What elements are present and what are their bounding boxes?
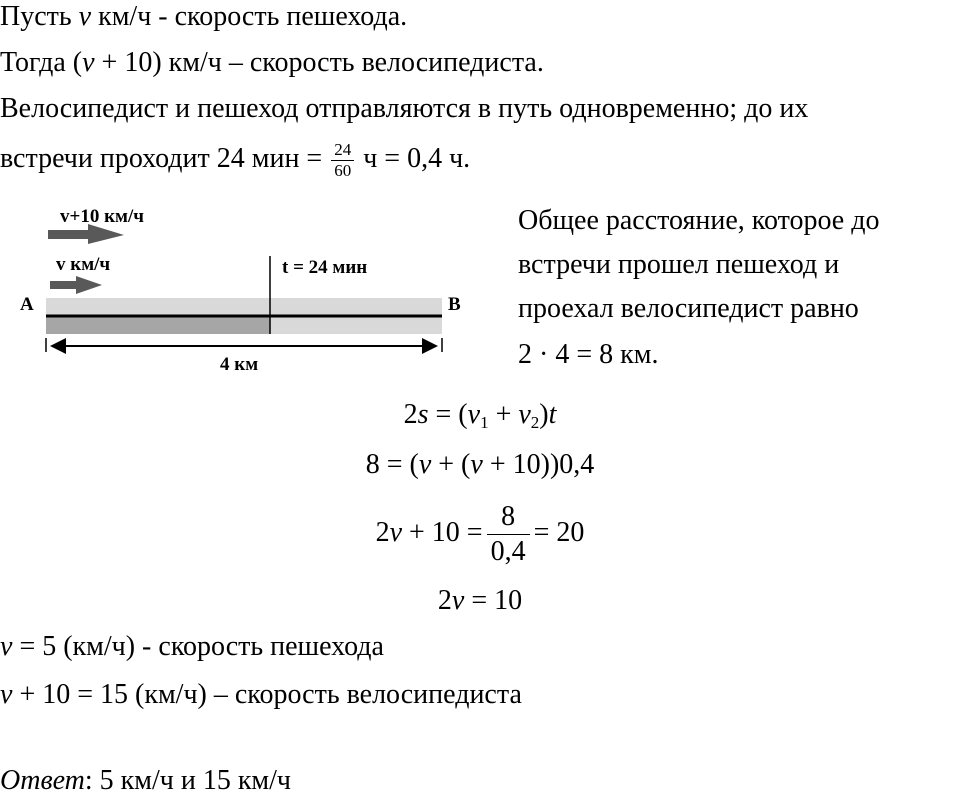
side-text-3: проехал велосипедист равно bbox=[518, 293, 859, 324]
var-v: v bbox=[451, 585, 465, 616]
intro-l2-mid: + 10) км/ч – скорость велосипедиста. bbox=[94, 47, 544, 78]
eq1-eq: = ( bbox=[428, 399, 468, 430]
intro-line-3 bbox=[0, 92, 808, 126]
point-b-label: B bbox=[448, 294, 461, 315]
motion-diagram-svg bbox=[0, 196, 470, 386]
intro-line-4 bbox=[0, 140, 470, 181]
pedestrian-arrow-icon bbox=[50, 276, 102, 294]
equation-3 bbox=[0, 500, 960, 569]
equation-4 bbox=[0, 584, 960, 618]
result-1-text: = 5 (км/ч) - скорость пешехода bbox=[12, 631, 384, 662]
var-v: v bbox=[0, 679, 13, 710]
sub-1: 1 bbox=[480, 413, 489, 432]
result-2 bbox=[0, 678, 522, 712]
var-t: t bbox=[548, 399, 557, 430]
eq1-close: ) bbox=[539, 399, 549, 430]
point-a-label: A bbox=[20, 294, 34, 315]
answer-label: Ответ bbox=[0, 765, 85, 796]
intro-l1-pre: Пусть bbox=[0, 1, 79, 32]
var-v: v bbox=[389, 516, 403, 548]
eq2-pre: 8 = ( bbox=[365, 449, 419, 480]
eq3-mid: + 10 = bbox=[402, 516, 483, 548]
side-text-2: встречи прошел пешеход и bbox=[518, 249, 840, 280]
fraction-denominator: 60 bbox=[334, 161, 352, 180]
result-1 bbox=[0, 630, 384, 664]
fraction-numerator: 8 bbox=[487, 500, 530, 535]
eq3-pre: 2 bbox=[375, 516, 390, 548]
var-v: v bbox=[470, 449, 483, 480]
eq1-plus: + bbox=[488, 399, 519, 430]
equation-2 bbox=[0, 448, 960, 482]
fraction-24-60 bbox=[331, 140, 354, 181]
fraction-denominator: 0,4 bbox=[490, 536, 526, 567]
answer-line bbox=[0, 764, 291, 798]
intro-l4-pre: встречи проходит 24 мин = bbox=[0, 142, 330, 174]
var-v2: v bbox=[518, 399, 531, 430]
var-v: v bbox=[418, 449, 432, 480]
equation-1 bbox=[0, 398, 960, 432]
var-s: s bbox=[417, 399, 429, 430]
meeting-time-label: t = 24 мин bbox=[282, 257, 368, 278]
fraction-8-04 bbox=[487, 500, 530, 569]
intro-line-2 bbox=[0, 46, 544, 80]
intro-l3: Велосипедист и пешеход отправляются в путь одновременно; до их bbox=[0, 93, 809, 124]
eq4-pre: 2 bbox=[437, 585, 452, 616]
pedestrian-path-bar bbox=[46, 317, 270, 334]
fraction-numerator: 24 bbox=[331, 140, 354, 161]
cyclist-speed-label: v+10 км/ч bbox=[60, 206, 144, 227]
intro-l4-post: ч = 0,4 ч. bbox=[356, 142, 471, 174]
eq4-post: = 10 bbox=[464, 585, 523, 616]
var-v: v bbox=[82, 47, 95, 78]
pedestrian-speed-label: v км/ч bbox=[56, 254, 111, 275]
intro-line-1 bbox=[0, 0, 407, 34]
intro-l1-post: км/ч - скорость пешехода. bbox=[91, 1, 408, 32]
side-text-1: Общее расстояние, которое до bbox=[518, 205, 880, 236]
motion-diagram bbox=[0, 196, 470, 386]
intro-l2-pre: Тогда ( bbox=[0, 47, 83, 78]
distance-label: 4 км bbox=[220, 354, 259, 375]
eq2-post: + 10))0,4 bbox=[482, 449, 595, 480]
cyclist-arrow-icon bbox=[48, 224, 124, 244]
result-2-text: + 10 = 15 (км/ч) – скорость велосипедиста bbox=[12, 679, 522, 710]
eq3-post: = 20 bbox=[533, 516, 585, 548]
var-v1: v bbox=[467, 399, 481, 430]
var-v: v bbox=[78, 1, 92, 32]
side-text-4: 2 · 4 = 8 км. bbox=[518, 339, 659, 370]
eq2-mid: + ( bbox=[431, 449, 471, 480]
sub-2: 2 bbox=[530, 413, 540, 432]
var-v: v bbox=[0, 631, 13, 662]
eq1-coef: 2 bbox=[403, 399, 418, 430]
answer-text: : 5 км/ч и 15 км/ч bbox=[84, 765, 292, 796]
